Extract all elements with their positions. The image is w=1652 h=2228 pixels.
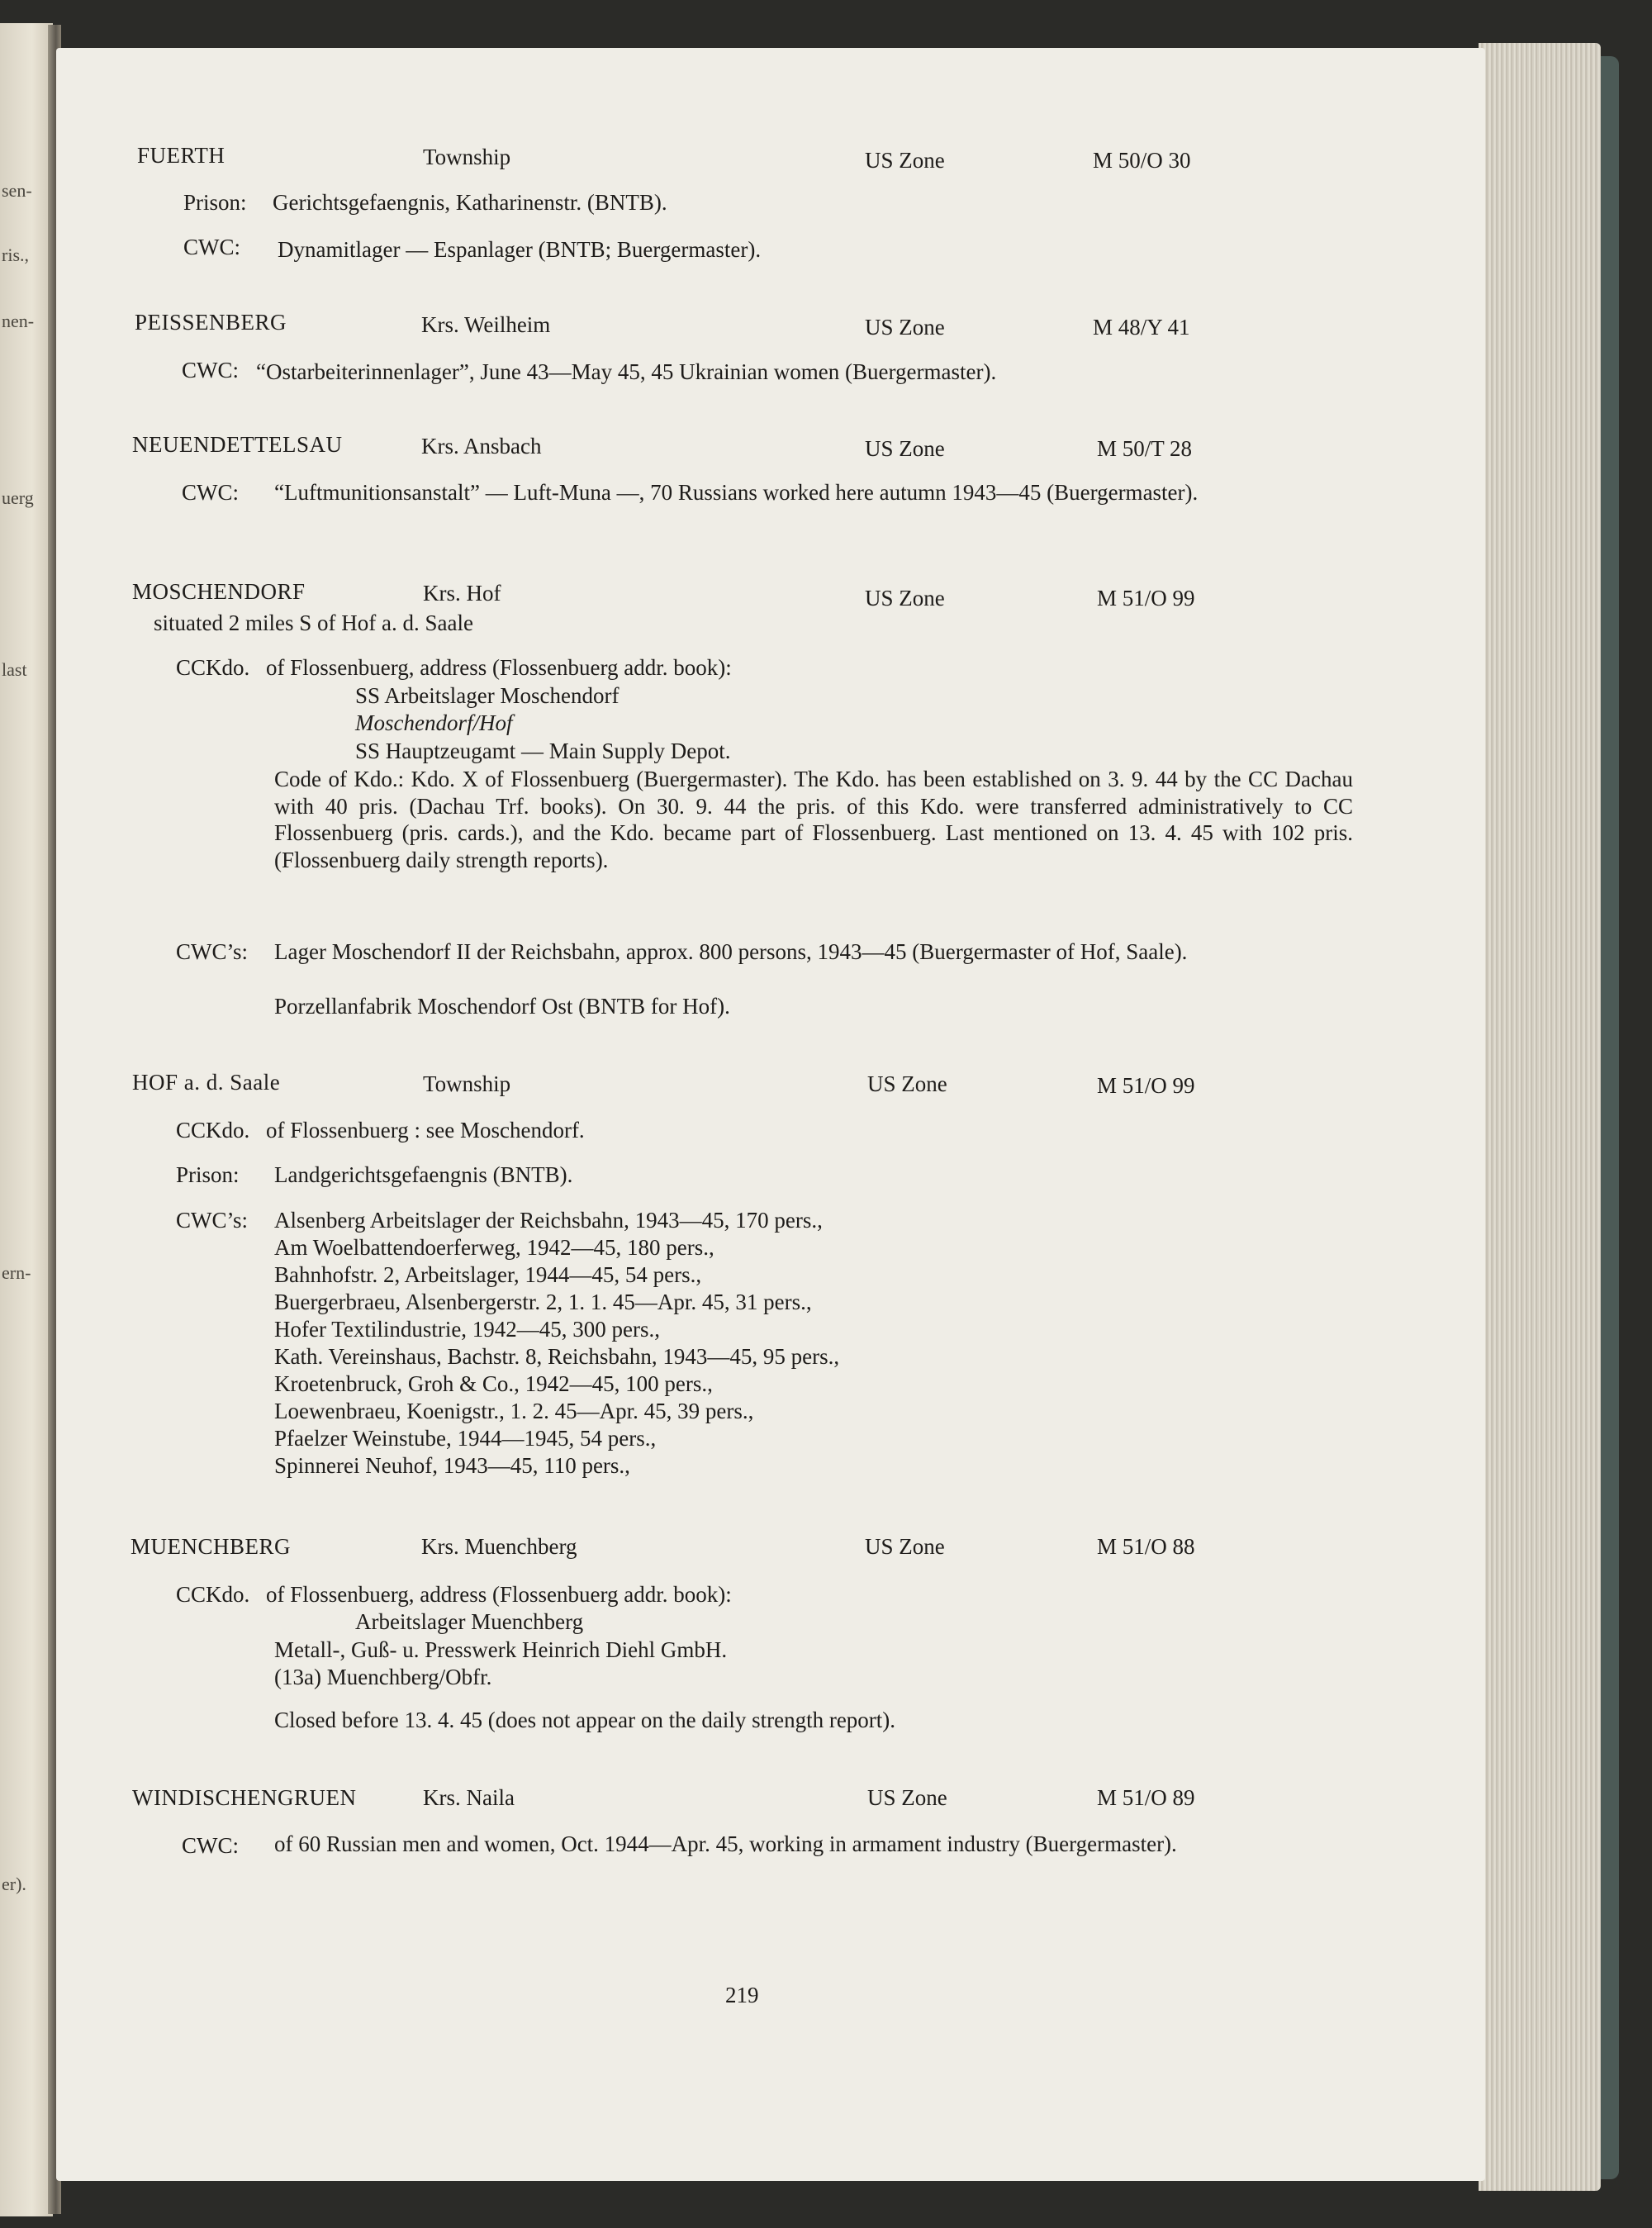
entry-name: FUERTH xyxy=(137,143,225,168)
address-line: SS Hauptzeugamt — Main Supply Depot. xyxy=(355,739,731,763)
left-page-fragment: ern- xyxy=(2,1262,31,1283)
left-page-fragment: last xyxy=(2,659,27,680)
entry-label: CCKdo. xyxy=(176,1118,250,1143)
entry-name: NEUENDETTELSAU xyxy=(132,432,343,457)
list-item: Buergerbraeu, Alsenbergerstr. 2, 1. 1. 45—Apr. 45, 31 pers., xyxy=(274,1290,812,1314)
entry-label: CWC: xyxy=(182,358,240,382)
left-page-fragment: sen- xyxy=(2,180,32,201)
entry-zone: US Zone xyxy=(865,148,945,173)
address-line: Arbeitslager Muenchberg xyxy=(355,1609,584,1634)
list-item: Hofer Textilindustrie, 1942—45, 300 pers., xyxy=(274,1317,661,1342)
entry-text: Gerichtsgefaengnis, Katharinenstr. (BNTB). xyxy=(273,190,667,215)
address-line: (13a) Muenchberg/Obfr. xyxy=(274,1665,492,1689)
entry-text: Dynamitlager — Espanlager (BNTB; Buergermaster). xyxy=(278,237,762,262)
entry-label: CWC’s: xyxy=(176,939,249,964)
entry-text: Closed before 13. 4. 45 (does not appear on the daily strength report). xyxy=(274,1708,896,1732)
entry-district: Krs. Muenchberg xyxy=(421,1534,577,1559)
list-item: Lager Moschendorf II der Reichsbahn, approx. 800 persons, 1943—45 (Buergermaster of Hof, Saale). xyxy=(274,939,1188,964)
entry-label: Prison: xyxy=(176,1162,240,1187)
entry-text: “Luftmunitionsanstalt” — Luft-Muna —, 70 Russians worked here autumn 1943—45 (Buergermaster). xyxy=(274,480,1199,505)
entry-label: CWC’s: xyxy=(176,1208,249,1233)
list-item: Am Woelbattendoerferweg, 1942—45, 180 pers., xyxy=(274,1235,714,1260)
entry-text: of Flossenbuerg, address (Flossenbuerg addr. book): xyxy=(266,1582,732,1607)
entry-label: CCKdo. xyxy=(176,1582,250,1607)
entry-text: of Flossenbuerg : see Moschendorf. xyxy=(266,1118,585,1143)
entry-label: CWC: xyxy=(182,1833,240,1858)
entry-text: of 60 Russian men and women, Oct. 1944—Apr. 45, working in armament industry (Buergermaster). xyxy=(274,1831,1177,1856)
left-page-fragment: uerg xyxy=(2,487,34,508)
list-item: Kath. Vereinshaus, Bachstr. 8, Reichsbahn, 1943—45, 95 pers., xyxy=(274,1344,840,1369)
address-line: SS Arbeitslager Moschendorf xyxy=(355,683,620,708)
entry-district: Township xyxy=(423,1071,511,1096)
entry-name: HOF a. d. Saale xyxy=(132,1070,281,1095)
entry-map-ref: M 51/O 89 xyxy=(1097,1785,1195,1810)
left-page-fragment: nen- xyxy=(2,311,35,331)
address-line: Metall-, Guß- u. Presswerk Heinrich Diehl GmbH. xyxy=(274,1637,728,1662)
entry-location: situated 2 miles S of Hof a. d. Saale xyxy=(154,610,473,635)
entry-district: Township xyxy=(423,145,511,169)
entry-map-ref: M 48/Y 41 xyxy=(1093,315,1190,340)
entry-map-ref: M 51/O 88 xyxy=(1097,1534,1195,1559)
entry-district: Krs. Weilheim xyxy=(421,312,551,337)
entry-district: Krs. Ansbach xyxy=(421,434,542,458)
entry-label: CWC: xyxy=(182,480,240,505)
left-page-fragment: ris., xyxy=(2,245,29,265)
entry-district: Krs. Naila xyxy=(423,1785,515,1810)
entry-district: Krs. Hof xyxy=(423,581,501,606)
entry-map-ref: M 51/O 99 xyxy=(1097,1073,1195,1098)
list-item: Porzellanfabrik Moschendorf Ost (BNTB for Hof). xyxy=(274,994,730,1019)
entry-map-ref: M 50/T 28 xyxy=(1097,436,1193,461)
page-number: 219 xyxy=(725,1983,759,2007)
entry-name: MUENCHBERG xyxy=(131,1534,292,1559)
left-facing-page xyxy=(0,23,53,2216)
list-item: Alsenberg Arbeitslager der Reichsbahn, 1943—45, 170 pers., xyxy=(274,1208,823,1233)
entry-label: Prison: xyxy=(183,190,247,215)
entry-zone: US Zone xyxy=(867,1785,947,1810)
entry-label: CCKdo. xyxy=(176,655,250,680)
left-page-fragment: er). xyxy=(2,1874,26,1894)
list-item: Kroetenbruck, Groh & Co., 1942—45, 100 pers., xyxy=(274,1371,713,1396)
list-item: Loewenbraeu, Koenigstr., 1. 2. 45—Apr. 45, 39 pers., xyxy=(274,1399,754,1423)
entry-label: CWC: xyxy=(183,235,241,259)
entry-zone: US Zone xyxy=(865,586,945,610)
list-item: Spinnerei Neuhof, 1943—45, 110 pers., xyxy=(274,1453,630,1478)
entry-zone: US Zone xyxy=(865,315,945,340)
list-item: Pfaelzer Weinstube, 1944—1945, 54 pers., xyxy=(274,1426,657,1451)
entry-name: PEISSENBERG xyxy=(135,310,287,335)
address-line: Moschendorf/Hof xyxy=(355,710,513,735)
entry-name: MOSCHENDORF xyxy=(132,579,306,604)
entry-name: WINDISCHENGRUEN xyxy=(132,1785,357,1810)
list-item: Bahnhofstr. 2, Arbeitslager, 1944—45, 54 pers., xyxy=(274,1262,702,1287)
entry-map-ref: M 51/O 99 xyxy=(1097,586,1195,610)
entry-text: Landgerichtsgefaengnis (BNTB). xyxy=(274,1162,573,1187)
entry-text: “Ostarbeiterinnenlager”, June 43—May 45, 45 Ukrainian women (Buergermaster). xyxy=(256,359,997,384)
entry-zone: US Zone xyxy=(865,436,945,461)
entry-map-ref: M 50/O 30 xyxy=(1093,148,1191,173)
entry-text: Code of Kdo.: Kdo. X of Flossenbuerg (Buergermaster). The Kdo. has been established on 3. 9. 44 by the CC Dachau with 40 pris. (Dachau Trf. books). On 30. 9. 44 the pris. of this Kdo. were transferred administratively to CC Flossenbuerg (pris. cards.), and the Kdo. became part of Flossenbuerg. Last mentioned on 13. 4. 45 with 102 pris. (Flossenbuerg daily strength reports). xyxy=(274,767,1353,872)
entry-zone: US Zone xyxy=(867,1071,947,1096)
entry-zone: US Zone xyxy=(865,1534,945,1559)
entry-text: of Flossenbuerg, address (Flossenbuerg addr. book): xyxy=(266,655,732,680)
page-stack-edges xyxy=(1479,43,1601,2191)
